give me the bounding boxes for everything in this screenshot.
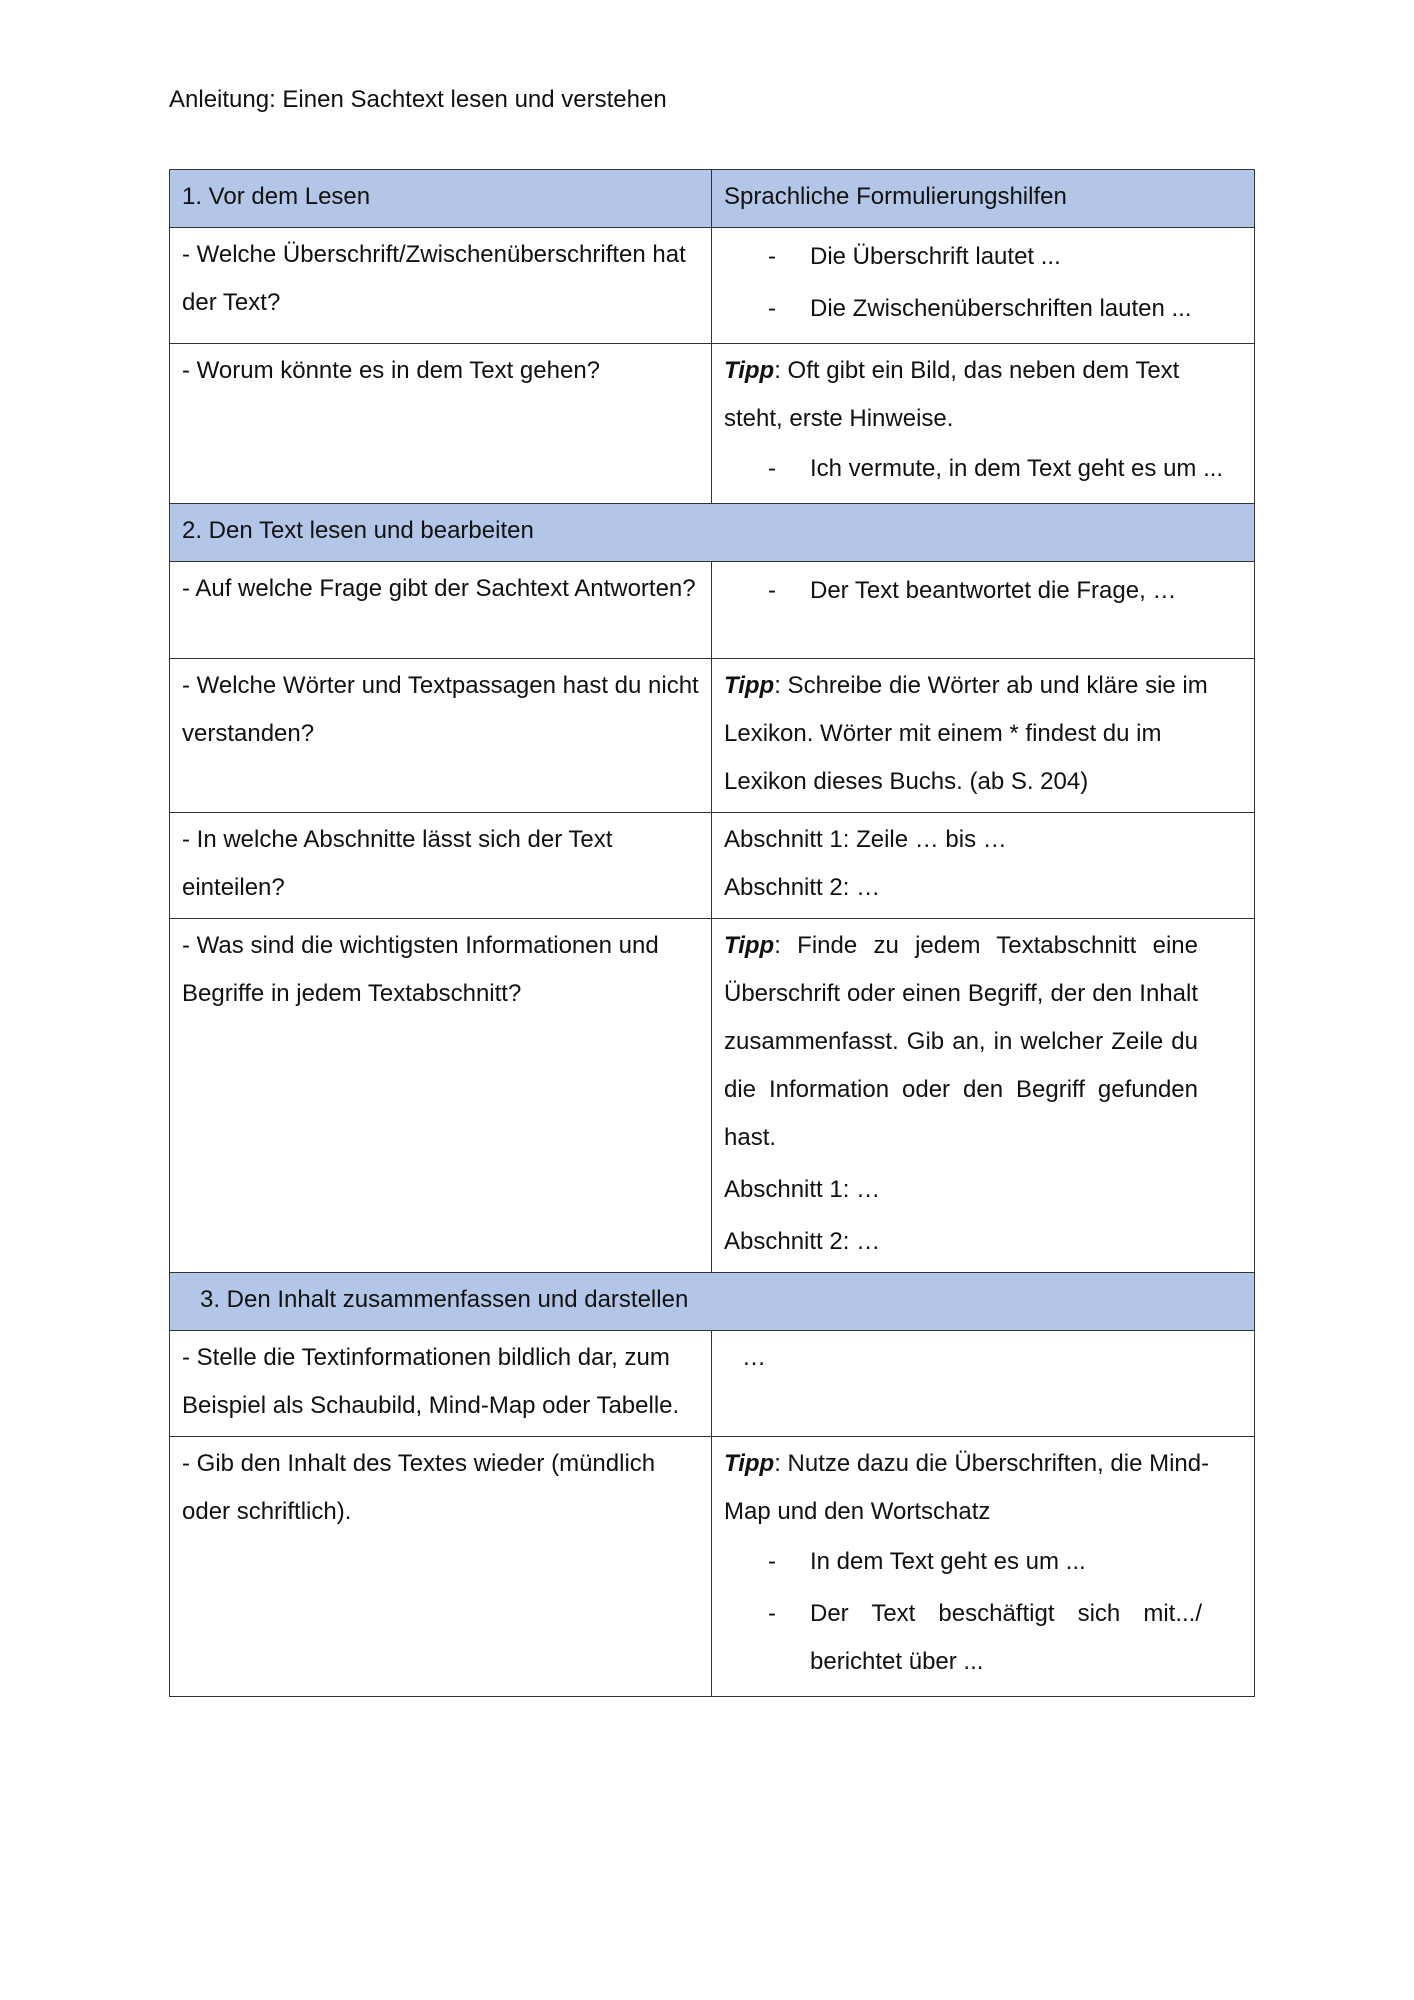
tip-paragraph [724, 922, 1242, 1162]
section-header-row [170, 1273, 1255, 1331]
task-cell: - Was sind die wichtigsten Informationen und Begriffe in jedem Textabschnitt? [170, 919, 712, 1273]
phrase-cell [712, 813, 1255, 919]
tip-text: : Finde zu jedem Textabschnitt eine Überschrift oder einen Begriff, der den Inhalt zusammenfasst. Gib an, in welcher Zeile du die Information oder den Begriff gefunden hast. [724, 932, 1198, 1151]
phrase-list [724, 1538, 1242, 1686]
list-item: - Ich vermute, in dem Text geht es um ... [724, 445, 1242, 493]
list-item: - Der Text beschäftigt sich mit.../ berichtet über ... [724, 1590, 1202, 1686]
table-row [170, 228, 1255, 344]
table-row [170, 344, 1255, 504]
ellipsis-text: … [742, 1344, 766, 1371]
table-row [170, 659, 1255, 813]
section-line: Abschnitt 2: … [724, 874, 881, 901]
tip-text: : Schreibe die Wörter ab und kläre sie im Lexikon. Wörter mit einem * findest du im Lexikon dieses Buchs. (ab S. 204) [724, 672, 1208, 795]
table-row [170, 1331, 1255, 1437]
tip-label: Tipp [724, 672, 775, 699]
list-item: - Der Text beantwortet die Frage, … [724, 567, 1242, 615]
section-header-before-reading: 1. Vor dem Lesen [170, 170, 712, 228]
section-header-row [170, 504, 1255, 562]
page-title: Anleitung: Einen Sachtext lesen und verstehen [169, 86, 667, 113]
task-cell: - Stelle die Textinformationen bildlich dar, zum Beispiel als Schaubild, Mind-Map oder Tabelle. [170, 1331, 712, 1437]
section-line: Abschnitt 2: … [724, 1228, 881, 1255]
phrase-list [724, 445, 1242, 493]
phrase-cell [712, 228, 1255, 344]
section-line: Abschnitt 1: Zeile … bis … [724, 826, 1007, 853]
section-header-row [170, 170, 1255, 228]
tip-text: : Oft gibt ein Bild, das neben dem Text steht, erste Hinweise. [724, 357, 1180, 432]
column-header-phrases: Sprachliche Formulierungshilfen [712, 170, 1255, 228]
section-header-reading: 2. Den Text lesen und bearbeiten [170, 504, 1255, 562]
task-cell: - Welche Wörter und Textpassagen hast du nicht verstanden? [170, 659, 712, 813]
list-item: - Die Zwischenüberschriften lauten ... [724, 285, 1242, 333]
task-cell: - Auf welche Frage gibt der Sachtext Antworten? [170, 562, 712, 659]
table-row [170, 919, 1255, 1273]
section-line: Abschnitt 1: … [724, 1176, 881, 1203]
tip-label: Tipp [724, 932, 775, 959]
phrase-cell [712, 344, 1255, 504]
section-header-summary [170, 1273, 1255, 1331]
list-item: - Die Überschrift lautet ... [724, 233, 1242, 281]
phrase-cell [712, 1331, 1255, 1437]
tip-label: Tipp [724, 1450, 775, 1477]
table-row [170, 562, 1255, 659]
task-cell: - Welche Überschrift/Zwischenüberschriften hat der Text? [170, 228, 712, 344]
instruction-table [169, 169, 1255, 1697]
list-item: - In dem Text geht es um ... [724, 1538, 1202, 1586]
phrase-cell [712, 659, 1255, 813]
section-header-label: 3. Den Inhalt zusammenfassen und darstellen [200, 1286, 689, 1313]
phrase-cell [712, 562, 1255, 659]
task-cell: - In welche Abschnitte lässt sich der Text einteilen? [170, 813, 712, 919]
task-cell: - Worum könnte es in dem Text gehen? [170, 344, 712, 504]
phrase-cell [712, 1437, 1255, 1697]
task-cell: - Gib den Inhalt des Textes wieder (mündlich oder schriftlich). [170, 1437, 712, 1697]
table-row [170, 813, 1255, 919]
tip-text: : Nutze dazu die Überschriften, die Mind-Map und den Wortschatz [724, 1450, 1210, 1525]
table-row [170, 1437, 1255, 1697]
phrase-list [724, 233, 1242, 333]
phrase-list [724, 567, 1242, 615]
tip-label: Tipp [724, 357, 775, 384]
phrase-cell [712, 919, 1255, 1273]
